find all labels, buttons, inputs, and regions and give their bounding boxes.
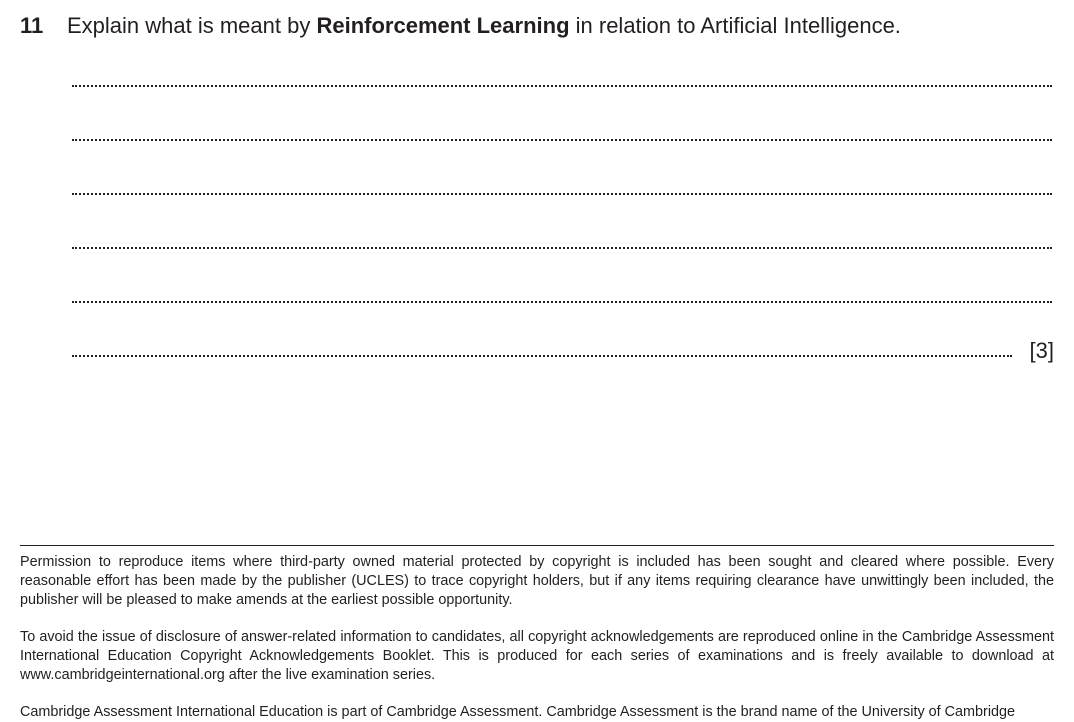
- answer-line-3[interactable]: [72, 193, 1052, 195]
- question-text-end: in relation to Artificial Intelligence.: [569, 13, 901, 38]
- answer-line-4[interactable]: [72, 247, 1052, 249]
- answer-line-5[interactable]: [72, 301, 1052, 303]
- question-11: [20, 12, 1054, 40]
- footer-divider: [20, 545, 1054, 546]
- footer-cambridge-statement: Cambridge Assessment International Education is part of Cambridge Assessment. Cambridge Assessment is the brand name of the University of Cambridge: [20, 704, 1016, 720]
- answer-line-6[interactable]: [72, 355, 1012, 357]
- question-key-term: Reinforcement Learning: [316, 13, 570, 38]
- question-text-start: Explain what is meant by: [67, 13, 317, 38]
- footer-copyright-acknowledgements: To avoid the issue of disclosure of answer-related information to candidates, all copyright acknowledgements are reproduced online in the Cambridge Assessment International Education Copyright Acknowledgements Booklet. This is produced for each series of examinations and is freely available to download at www.cambridgeinternational.org after the live examination series.: [20, 629, 1054, 683]
- question-number: 11: [20, 13, 44, 38]
- marks-allocation: [3]: [1029, 338, 1054, 363]
- answer-line-2[interactable]: [72, 139, 1052, 141]
- answer-line-1[interactable]: [72, 85, 1052, 87]
- footer-copyright-permission: Permission to reproduce items where third-party owned material protected by copyright is included has been sought and cleared where possible. Every reasonable effort has been made by the publisher (UCLES) to trace copyright holders, but if any items requiring clearance have unwittingly been included, the publisher will be pleased to make amends at the earliest possible opportunity.: [20, 554, 1054, 608]
